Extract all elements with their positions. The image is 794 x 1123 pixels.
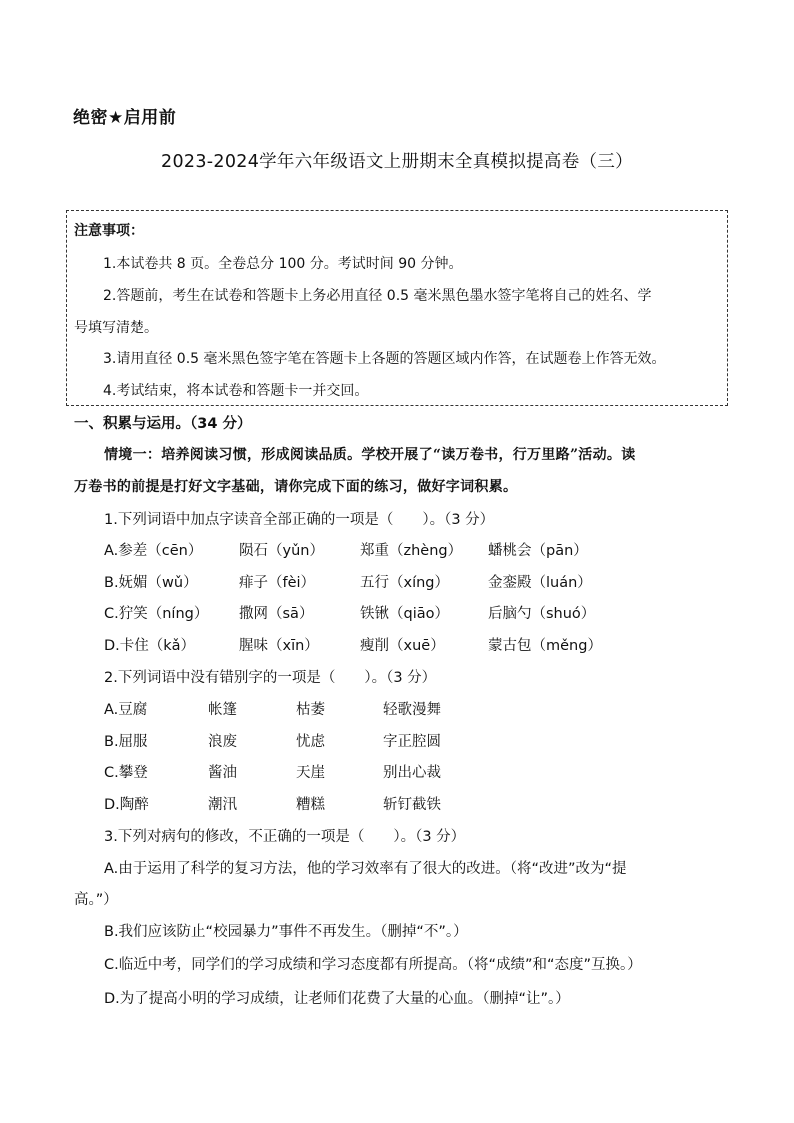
q1-a-2: 陨石（yǔn） bbox=[239, 543, 324, 559]
question-3-stem: 3.下列对病句的修改，不正确的一项是（ ）。（3 分） bbox=[104, 829, 466, 845]
notice-heading: 注意事项： bbox=[74, 223, 144, 239]
q3-option-c: C.临近中考，同学们的学习成绩和学习态度都有所提高。（将“成绩”和“态度”互换。） bbox=[104, 957, 642, 973]
q1-d-3: 瘦削（xuē） bbox=[360, 638, 445, 654]
q2-b-1: B.屈服 bbox=[104, 734, 148, 750]
q2-d-4: 斩钉截铁 bbox=[383, 797, 441, 813]
q2-b-2: 浪废 bbox=[208, 734, 237, 750]
q1-a-1: A.参差（cēn） bbox=[104, 543, 203, 559]
notice-item-2: 2.答题前，考生在试卷和答题卡上务必用直径 0.5 毫米黑色墨水签字笔将自己的姓名、学 bbox=[103, 288, 652, 304]
q2-c-1: C.攀登 bbox=[104, 765, 148, 781]
q2-c-2: 酱油 bbox=[208, 765, 237, 781]
exam-title: 2023-2024学年六年级语文上册期末全真模拟提高卷（三） bbox=[161, 152, 633, 172]
q1-c-1: C.狞笑（níng） bbox=[104, 606, 209, 622]
q2-d-1: D.陶醉 bbox=[104, 797, 149, 813]
q1-d-2: 腥味（xīn） bbox=[239, 638, 319, 654]
q1-d-1: D.卡住（kǎ） bbox=[104, 638, 196, 654]
question-1-stem: 1.下列词语中加点字读音全部正确的一项是（ ）。（3 分） bbox=[104, 512, 495, 528]
q2-c-4: 别出心裁 bbox=[383, 765, 441, 781]
notice-item-2-cont: 号填写清楚。 bbox=[74, 320, 158, 336]
q1-b-2: 痱子（fèi） bbox=[239, 575, 316, 591]
q1-c-3: 铁锹（qiāo） bbox=[360, 606, 449, 622]
notice-item-4: 4.考试结束，将本试卷和答题卡一并交回。 bbox=[103, 383, 369, 399]
q1-c-4: 后脑勺（shuó） bbox=[488, 606, 596, 622]
context-line-1: 情境一：培养阅读习惯，形成阅读品质。学校开展了“读万卷书，行万里路”活动。读 bbox=[104, 447, 636, 463]
q2-d-3: 糟糕 bbox=[296, 797, 325, 813]
q3-option-b: B.我们应该防止“校园暴力”事件不再发生。（删掉“不”。） bbox=[104, 924, 468, 940]
q3-option-a: A.由于运用了科学的复习方法，他的学习效率有了很大的改进。（将“改进”改为“提 bbox=[104, 861, 627, 877]
q2-a-3: 枯萎 bbox=[296, 702, 325, 718]
q1-a-3: 郑重（zhèng） bbox=[360, 543, 463, 559]
context-line-2: 万卷书的前提是打好文字基础，请你完成下面的练习，做好字词积累。 bbox=[74, 479, 518, 495]
q1-b-1: B.妩媚（wǔ） bbox=[104, 575, 198, 591]
q2-c-3: 天崖 bbox=[296, 765, 325, 781]
notice-item-1: 1.本试卷共 8 页。全卷总分 100 分。考试时间 90 分钟。 bbox=[103, 256, 463, 272]
q2-d-2: 潮汛 bbox=[208, 797, 237, 813]
q3-option-a-cont: 高。”） bbox=[74, 892, 118, 908]
q2-b-3: 忧虑 bbox=[296, 734, 325, 750]
confidential-label: 绝密★启用前 bbox=[73, 108, 177, 128]
notice-item-3: 3.请用直径 0.5 毫米黑色签字笔在答题卡上各题的答题区域内作答，在试题卷上作答无效。 bbox=[103, 351, 666, 367]
q1-d-4: 蒙古包（měng） bbox=[488, 638, 602, 654]
q1-c-2: 撒网（sā） bbox=[239, 606, 314, 622]
q2-b-4: 字正腔圆 bbox=[383, 734, 441, 750]
section-heading: 一、积累与运用。（34 分） bbox=[74, 416, 252, 432]
q3-option-d: D.为了提高小明的学习成绩，让老师们花费了大量的心血。（删掉“让”。） bbox=[104, 991, 570, 1007]
q1-a-4: 蟠桃会（pān） bbox=[488, 543, 588, 559]
question-2-stem: 2.下列词语中没有错别字的一项是（ ）。（3 分） bbox=[104, 670, 437, 686]
q2-a-2: 帐篷 bbox=[208, 702, 237, 718]
q2-a-1: A.豆腐 bbox=[104, 702, 148, 718]
q2-a-4: 轻歌漫舞 bbox=[383, 702, 441, 718]
q1-b-4: 金銮殿（luán） bbox=[488, 575, 592, 591]
q1-b-3: 五行（xíng） bbox=[360, 575, 450, 591]
notice-box bbox=[66, 210, 728, 406]
